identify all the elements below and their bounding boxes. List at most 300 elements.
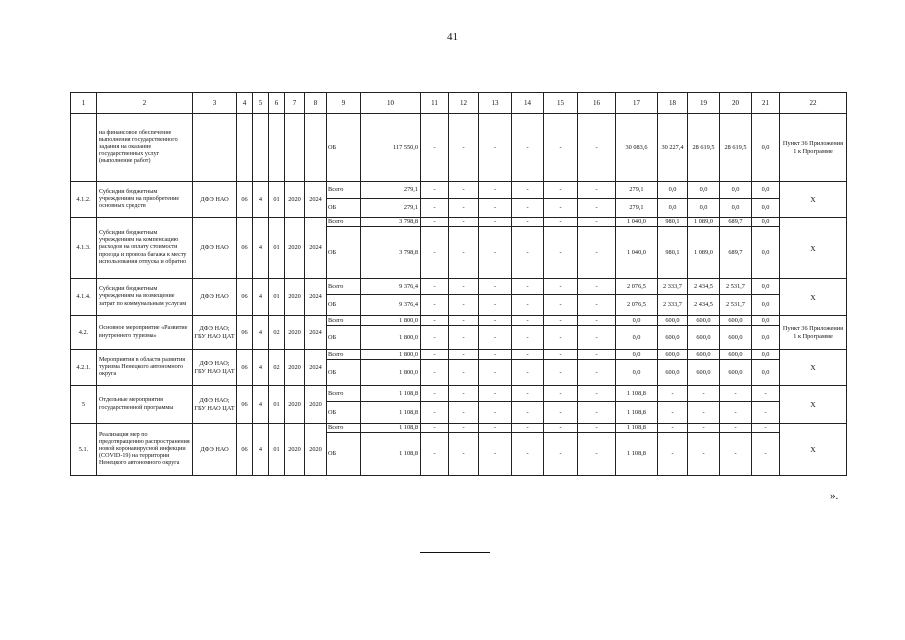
amount-cell: - xyxy=(421,316,449,326)
amount-cell: - xyxy=(544,326,578,350)
amount-cell: 600,0 xyxy=(720,350,752,360)
item-number-cell: 4.2. xyxy=(71,316,97,350)
amount-cell: - xyxy=(544,350,578,360)
amount-cell: - xyxy=(449,295,479,316)
amount-cell: 30 227,4 xyxy=(658,114,688,182)
amount-cell: - xyxy=(479,227,512,279)
header-cell: 11 xyxy=(421,93,449,114)
code-cell: 06 xyxy=(237,218,253,279)
amount-cell: - xyxy=(421,350,449,360)
amount-cell: 0,0 xyxy=(752,114,780,182)
amount-cell: 279,1 xyxy=(361,182,421,199)
amount-cell: - xyxy=(479,279,512,295)
amount-cell: - xyxy=(578,182,616,199)
amount-cell: - xyxy=(449,227,479,279)
code-cell: 06 xyxy=(237,279,253,316)
code-cell: 4 xyxy=(253,350,269,386)
end-year-cell: 2024 xyxy=(305,218,327,279)
funding-source-cell: Всего xyxy=(327,350,361,360)
amount-cell: 0,0 xyxy=(688,182,720,199)
description-cell: Субсидии бюджетным учреждениям на возмещение затрат по коммунальным услугам xyxy=(97,279,193,316)
header-cell: 1 xyxy=(71,93,97,114)
amount-cell: - xyxy=(658,386,688,402)
code-cell: 01 xyxy=(269,386,285,424)
amount-cell: - xyxy=(688,402,720,424)
amount-cell: - xyxy=(658,433,688,476)
amount-cell: 9 376,4 xyxy=(361,279,421,295)
table-row xyxy=(71,386,847,402)
amount-cell: - xyxy=(479,326,512,350)
code-cell: 02 xyxy=(269,350,285,386)
amount-cell: 1 040,0 xyxy=(616,218,658,227)
header-cell: 14 xyxy=(512,93,544,114)
amount-cell: 1 108,8 xyxy=(361,386,421,402)
end-year-cell: 2024 xyxy=(305,182,327,218)
amount-cell: 0,0 xyxy=(752,227,780,279)
amount-cell: 1 108,8 xyxy=(361,402,421,424)
amount-cell: 600,0 xyxy=(688,316,720,326)
header-cell: 10 xyxy=(361,93,421,114)
note-cell: Х xyxy=(780,279,847,316)
amount-cell: - xyxy=(544,182,578,199)
executor-cell: ДФЭ НАО xyxy=(193,218,237,279)
amount-cell: - xyxy=(421,114,449,182)
amount-cell: - xyxy=(688,386,720,402)
amount-cell: 0,0 xyxy=(658,199,688,218)
amount-cell: - xyxy=(512,295,544,316)
funding-source-cell: Всего xyxy=(327,424,361,433)
note-cell: Пункт 36 Приложения 1 к Программе xyxy=(780,114,847,182)
start-year-cell xyxy=(285,114,305,182)
amount-cell: 0,0 xyxy=(752,295,780,316)
amount-cell: - xyxy=(421,199,449,218)
amount-cell: - xyxy=(578,114,616,182)
amount-cell: - xyxy=(421,218,449,227)
amount-cell: 600,0 xyxy=(720,316,752,326)
header-cell: 8 xyxy=(305,93,327,114)
item-number-cell: 5.1. xyxy=(71,424,97,476)
amount-cell: - xyxy=(449,433,479,476)
note-cell: Х xyxy=(780,350,847,386)
funding-source-cell: Всего xyxy=(327,182,361,199)
amount-cell: - xyxy=(544,386,578,402)
code-cell: 06 xyxy=(237,386,253,424)
end-year-cell: 2024 xyxy=(305,350,327,386)
amount-cell: 980,1 xyxy=(658,218,688,227)
code-cell: 4 xyxy=(253,424,269,476)
amount-cell: - xyxy=(449,402,479,424)
amount-cell: - xyxy=(752,433,780,476)
code-cell: 01 xyxy=(269,218,285,279)
amount-cell: 1 108,8 xyxy=(361,433,421,476)
header-cell: 9 xyxy=(327,93,361,114)
amount-cell: 980,1 xyxy=(658,227,688,279)
amount-cell: - xyxy=(544,279,578,295)
amount-cell: 30 083,6 xyxy=(616,114,658,182)
amount-cell: - xyxy=(421,360,449,386)
amount-cell: 600,0 xyxy=(688,350,720,360)
funding-source-cell: ОБ xyxy=(327,326,361,350)
description-cell: Мероприятия в области развития туризма Ненецкого автономного округа xyxy=(97,350,193,386)
note-cell: Х xyxy=(780,218,847,279)
table-row xyxy=(71,182,847,199)
amount-cell: 1 108,8 xyxy=(616,402,658,424)
amount-cell: 1 108,8 xyxy=(616,386,658,402)
amount-cell: - xyxy=(512,424,544,433)
amount-cell: 0,0 xyxy=(688,199,720,218)
header-cell: 4 xyxy=(237,93,253,114)
amount-cell: - xyxy=(512,199,544,218)
funding-source-cell: Всего xyxy=(327,279,361,295)
amount-cell: 0,0 xyxy=(616,316,658,326)
amount-cell: - xyxy=(544,114,578,182)
header-cell: 19 xyxy=(688,93,720,114)
amount-cell: 0,0 xyxy=(752,199,780,218)
amount-cell: - xyxy=(578,326,616,350)
amount-cell: - xyxy=(512,227,544,279)
amount-cell: - xyxy=(720,424,752,433)
amount-cell: - xyxy=(421,279,449,295)
amount-cell: - xyxy=(578,402,616,424)
amount-cell: - xyxy=(544,433,578,476)
table-row xyxy=(71,218,847,227)
funding-source-cell: Всего xyxy=(327,218,361,227)
amount-cell: - xyxy=(752,402,780,424)
item-number-cell: 4.1.2. xyxy=(71,182,97,218)
amount-cell: - xyxy=(658,402,688,424)
amount-cell: - xyxy=(544,316,578,326)
header-cell: 18 xyxy=(658,93,688,114)
amount-cell: - xyxy=(421,402,449,424)
end-year-cell: 2020 xyxy=(305,424,327,476)
amount-cell: - xyxy=(421,424,449,433)
executor-cell: ДФЭ НАО xyxy=(193,279,237,316)
amount-cell: - xyxy=(512,182,544,199)
amount-cell: - xyxy=(578,227,616,279)
code-cell: 02 xyxy=(269,316,285,350)
code-cell: 4 xyxy=(253,182,269,218)
executor-cell: ДФЭ НАО xyxy=(193,182,237,218)
amount-cell: - xyxy=(512,360,544,386)
amount-cell: 279,1 xyxy=(616,199,658,218)
item-number-cell: 4.1.4. xyxy=(71,279,97,316)
amount-cell: 9 376,4 xyxy=(361,295,421,316)
amount-cell: - xyxy=(752,424,780,433)
table-row xyxy=(71,350,847,360)
amount-cell: - xyxy=(544,360,578,386)
amount-cell: - xyxy=(421,227,449,279)
amount-cell: - xyxy=(421,182,449,199)
description-cell: Субсидии бюджетным учреждениям на компенсацию расходов на оплату стоимости проезда и провоза багажа к месту использования отпуска и обратно xyxy=(97,218,193,279)
amount-cell: - xyxy=(512,326,544,350)
amount-cell: - xyxy=(421,326,449,350)
amount-cell: 1 800,0 xyxy=(361,326,421,350)
amount-cell: - xyxy=(578,316,616,326)
amount-cell: 0,0 xyxy=(752,182,780,199)
amount-cell: - xyxy=(479,424,512,433)
amount-cell: - xyxy=(752,386,780,402)
amount-cell: - xyxy=(449,386,479,402)
amount-cell: 2 333,7 xyxy=(658,279,688,295)
start-year-cell: 2020 xyxy=(285,182,305,218)
description-cell: Субсидии бюджетным учреждениям на приобретение основных средств xyxy=(97,182,193,218)
amount-cell: 1 040,0 xyxy=(616,227,658,279)
amount-cell: - xyxy=(544,424,578,433)
end-rule xyxy=(420,552,490,553)
start-year-cell: 2020 xyxy=(285,316,305,350)
executor-cell: ДФЭ НАО; ГБУ НАО ЦАТ xyxy=(193,316,237,350)
amount-cell: - xyxy=(544,218,578,227)
code-cell: 06 xyxy=(237,350,253,386)
amount-cell: 0,0 xyxy=(616,326,658,350)
amount-cell: - xyxy=(512,279,544,295)
header-cell: 16 xyxy=(578,93,616,114)
amount-cell: 600,0 xyxy=(658,350,688,360)
amount-cell: - xyxy=(544,295,578,316)
start-year-cell: 2020 xyxy=(285,386,305,424)
funding-source-cell: ОБ xyxy=(327,114,361,182)
amount-cell: 2 434,5 xyxy=(688,279,720,295)
amount-cell: 600,0 xyxy=(720,326,752,350)
amount-cell: 600,0 xyxy=(688,326,720,350)
amount-cell: - xyxy=(479,433,512,476)
amount-cell: - xyxy=(479,316,512,326)
header-cell: 7 xyxy=(285,93,305,114)
code-cell: 4 xyxy=(253,218,269,279)
amount-cell: - xyxy=(688,433,720,476)
header-cell: 15 xyxy=(544,93,578,114)
header-row xyxy=(71,93,847,114)
amount-cell: 117 550,0 xyxy=(361,114,421,182)
amount-cell: 0,0 xyxy=(720,182,752,199)
amount-cell: 600,0 xyxy=(688,360,720,386)
amount-cell: - xyxy=(578,424,616,433)
amount-cell: 1 089,0 xyxy=(688,218,720,227)
amount-cell: 1 800,0 xyxy=(361,360,421,386)
page-number: 41 xyxy=(447,31,458,43)
header-cell: 22 xyxy=(780,93,847,114)
amount-cell: 0,0 xyxy=(752,218,780,227)
note-cell: Х xyxy=(780,424,847,476)
header-cell: 20 xyxy=(720,93,752,114)
item-number-cell: 4.2.1. xyxy=(71,350,97,386)
amount-cell: - xyxy=(512,316,544,326)
note-cell: Х xyxy=(780,386,847,424)
end-year-cell xyxy=(305,114,327,182)
amount-cell: - xyxy=(449,199,479,218)
amount-cell: - xyxy=(449,279,479,295)
amount-cell: - xyxy=(479,295,512,316)
amount-cell: 3 798,8 xyxy=(361,227,421,279)
amount-cell: 0,0 xyxy=(752,279,780,295)
amount-cell: 689,7 xyxy=(720,218,752,227)
amount-cell: - xyxy=(421,433,449,476)
start-year-cell: 2020 xyxy=(285,218,305,279)
header-cell: 12 xyxy=(449,93,479,114)
funding-source-cell: Всего xyxy=(327,386,361,402)
header-cell: 3 xyxy=(193,93,237,114)
amount-cell: - xyxy=(449,424,479,433)
executor-cell: ДФЭ НАО; ГБУ НАО ЦАТ xyxy=(193,350,237,386)
amount-cell: 2 434,5 xyxy=(688,295,720,316)
start-year-cell: 2020 xyxy=(285,350,305,386)
description-cell: Реализация мер по предотвращению распространения новой коронавирусной инфекции (COVID-19) на территории Ненецкого автономного округа xyxy=(97,424,193,476)
amount-cell: - xyxy=(688,424,720,433)
end-year-cell: 2024 xyxy=(305,316,327,350)
header-cell: 2 xyxy=(97,93,193,114)
program-financing-table xyxy=(70,92,847,476)
header-cell: 13 xyxy=(479,93,512,114)
amount-cell: 3 798,8 xyxy=(361,218,421,227)
amount-cell: - xyxy=(720,386,752,402)
amount-cell: - xyxy=(449,316,479,326)
start-year-cell: 2020 xyxy=(285,279,305,316)
amount-cell: 0,0 xyxy=(658,182,688,199)
amount-cell: - xyxy=(512,114,544,182)
amount-cell: 279,1 xyxy=(361,199,421,218)
amount-cell: 1 800,0 xyxy=(361,316,421,326)
end-year-cell: 2024 xyxy=(305,279,327,316)
amount-cell: 0,0 xyxy=(720,199,752,218)
amount-cell: - xyxy=(479,402,512,424)
amount-cell: 28 619,5 xyxy=(688,114,720,182)
amount-cell: - xyxy=(479,386,512,402)
amount-cell: - xyxy=(479,182,512,199)
amount-cell: - xyxy=(578,295,616,316)
funding-source-cell: ОБ xyxy=(327,227,361,279)
end-year-cell: 2020 xyxy=(305,386,327,424)
code-cell xyxy=(269,114,285,182)
note-cell: Х xyxy=(780,182,847,218)
amount-cell: - xyxy=(479,199,512,218)
code-cell: 01 xyxy=(269,279,285,316)
amount-cell: 0,0 xyxy=(752,360,780,386)
amount-cell: - xyxy=(479,350,512,360)
amount-cell: 2 076,5 xyxy=(616,295,658,316)
header-cell: 21 xyxy=(752,93,780,114)
amount-cell: - xyxy=(578,279,616,295)
funding-source-cell: ОБ xyxy=(327,199,361,218)
item-number-cell: 4.1.3. xyxy=(71,218,97,279)
item-number-cell xyxy=(71,114,97,182)
amount-cell: - xyxy=(479,114,512,182)
amount-cell: 1 089,0 xyxy=(688,227,720,279)
description-cell: Основное мероприятие «Развитие внутреннего туризма» xyxy=(97,316,193,350)
amount-cell: 600,0 xyxy=(720,360,752,386)
amount-cell: - xyxy=(512,386,544,402)
amount-cell: 0,0 xyxy=(752,350,780,360)
header-cell: 5 xyxy=(253,93,269,114)
amount-cell: - xyxy=(449,114,479,182)
funding-source-cell: ОБ xyxy=(327,402,361,424)
amount-cell: 600,0 xyxy=(658,360,688,386)
amount-cell: - xyxy=(544,199,578,218)
amount-cell: 1 800,0 xyxy=(361,350,421,360)
closing-quote-mark: ». xyxy=(830,490,839,502)
code-cell: 4 xyxy=(253,279,269,316)
amount-cell: - xyxy=(658,424,688,433)
executor-cell xyxy=(193,114,237,182)
amount-cell: - xyxy=(578,199,616,218)
amount-cell: - xyxy=(578,218,616,227)
header-cell: 6 xyxy=(269,93,285,114)
code-cell xyxy=(237,114,253,182)
amount-cell: - xyxy=(578,386,616,402)
amount-cell: - xyxy=(512,350,544,360)
executor-cell: ДФЭ НАО; ГБУ НАО ЦАТ xyxy=(193,386,237,424)
amount-cell: - xyxy=(578,350,616,360)
code-cell: 01 xyxy=(269,424,285,476)
code-cell: 01 xyxy=(269,182,285,218)
amount-cell: 2 531,7 xyxy=(720,295,752,316)
amount-cell: - xyxy=(512,402,544,424)
header-cell: 17 xyxy=(616,93,658,114)
executor-cell: ДФЭ НАО xyxy=(193,424,237,476)
amount-cell: 2 333,7 xyxy=(658,295,688,316)
table-row xyxy=(71,424,847,433)
amount-cell: - xyxy=(720,433,752,476)
code-cell xyxy=(253,114,269,182)
funding-source-cell: ОБ xyxy=(327,360,361,386)
funding-source-cell: ОБ xyxy=(327,433,361,476)
amount-cell: - xyxy=(421,295,449,316)
code-cell: 4 xyxy=(253,316,269,350)
amount-cell: - xyxy=(578,360,616,386)
table-row xyxy=(71,316,847,326)
table-row xyxy=(71,114,847,182)
amount-cell: 2 076,5 xyxy=(616,279,658,295)
code-cell: 06 xyxy=(237,182,253,218)
amount-cell: 279,1 xyxy=(616,182,658,199)
amount-cell: - xyxy=(449,350,479,360)
amount-cell: - xyxy=(512,433,544,476)
amount-cell: 600,0 xyxy=(658,326,688,350)
funding-source-cell: ОБ xyxy=(327,295,361,316)
description-cell: на финансовое обеспечение выполнения государственного задания на оказание государственных услуг (выполнение работ) xyxy=(97,114,193,182)
table-row xyxy=(71,279,847,295)
code-cell: 06 xyxy=(237,424,253,476)
amount-cell: - xyxy=(449,182,479,199)
amount-cell: 0,0 xyxy=(752,326,780,350)
code-cell: 06 xyxy=(237,316,253,350)
amount-cell: 689,7 xyxy=(720,227,752,279)
amount-cell: - xyxy=(479,360,512,386)
amount-cell: - xyxy=(449,218,479,227)
amount-cell: - xyxy=(479,218,512,227)
code-cell: 4 xyxy=(253,386,269,424)
amount-cell: - xyxy=(512,218,544,227)
amount-cell: 0,0 xyxy=(616,360,658,386)
amount-cell: 2 531,7 xyxy=(720,279,752,295)
amount-cell: 1 108,8 xyxy=(616,433,658,476)
item-number-cell: 5 xyxy=(71,386,97,424)
amount-cell: 0,0 xyxy=(616,350,658,360)
amount-cell: 1 108,8 xyxy=(361,424,421,433)
amount-cell: - xyxy=(544,402,578,424)
amount-cell: 1 108,8 xyxy=(616,424,658,433)
funding-source-cell: Всего xyxy=(327,316,361,326)
amount-cell: - xyxy=(544,227,578,279)
amount-cell: 600,0 xyxy=(658,316,688,326)
amount-cell: - xyxy=(449,360,479,386)
description-cell: Отдельные мероприятия государственной программы xyxy=(97,386,193,424)
amount-cell: - xyxy=(578,433,616,476)
amount-cell: 28 619,5 xyxy=(720,114,752,182)
start-year-cell: 2020 xyxy=(285,424,305,476)
amount-cell: - xyxy=(421,386,449,402)
amount-cell: 0,0 xyxy=(752,316,780,326)
note-cell: Пункт 36 Приложения 1 к Программе xyxy=(780,316,847,350)
